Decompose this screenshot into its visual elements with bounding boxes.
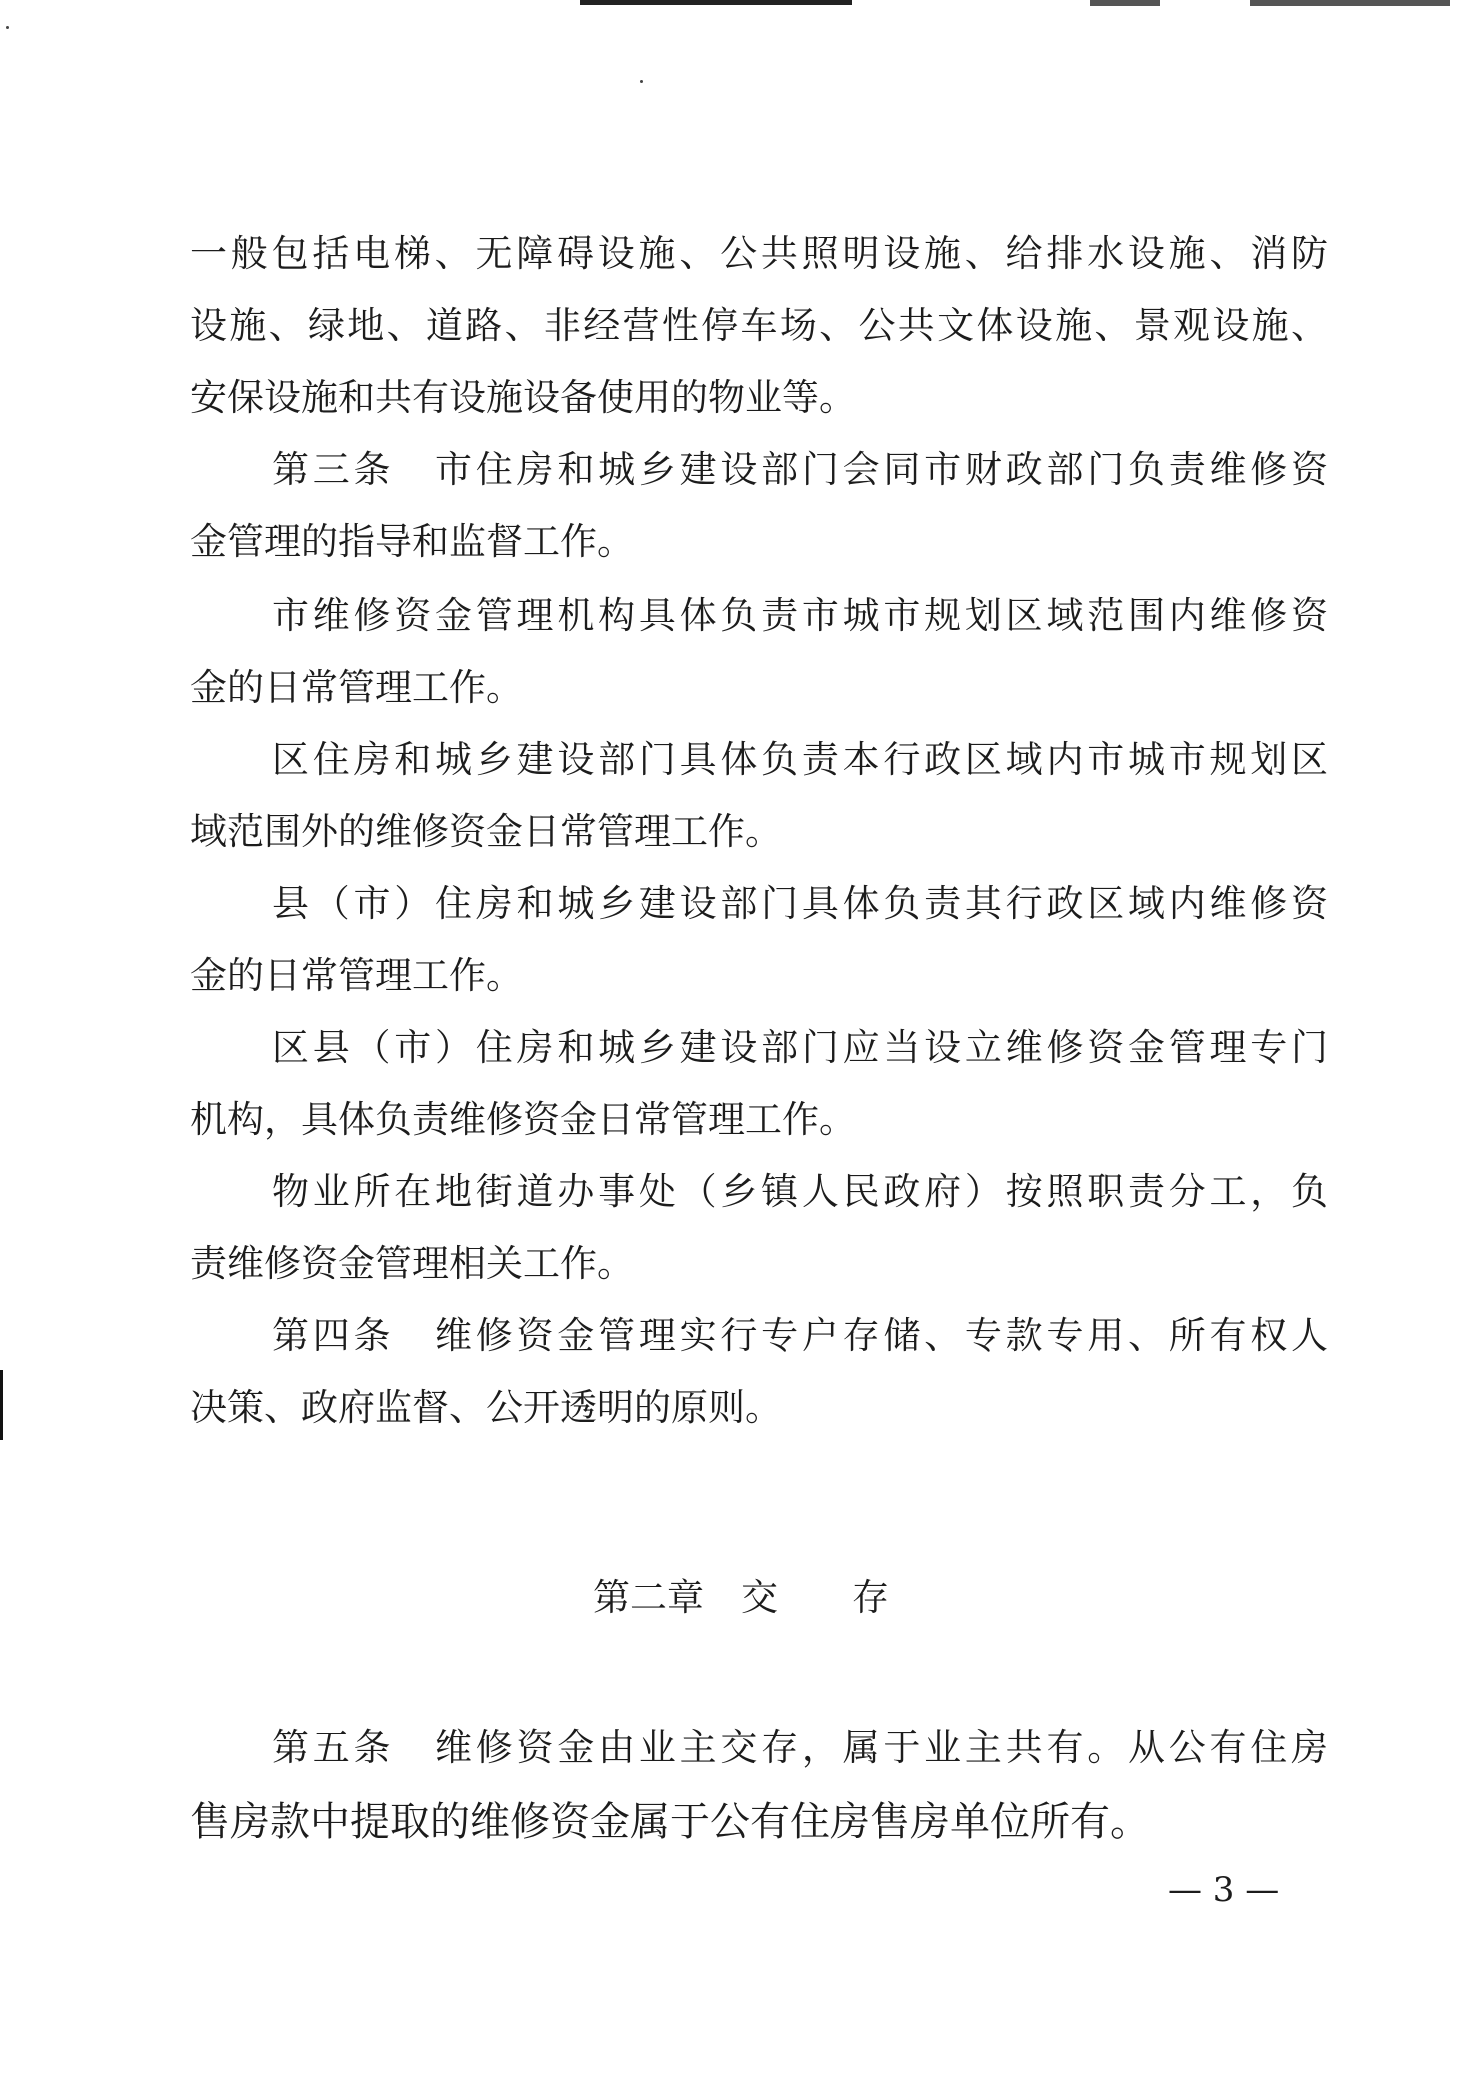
text-line: 决策、政府监督、公开透明的原则。: [190, 1386, 782, 1429]
text-line: 物业所在地街道办事处（乡镇人民政府）按照职责分工，负: [272, 1170, 1328, 1213]
text-line: 域范围外的维修资金日常管理工作。: [190, 810, 782, 853]
text-line: 区县（市）住房和城乡建设部门应当设立维修资金管理专门: [272, 1026, 1328, 1069]
scan-top-mark: [1250, 0, 1450, 6]
text-line: 一般包括电梯、无障碍设施、公共照明设施、给排水设施、消防: [190, 232, 1328, 275]
text-line: 市维修资金管理机构具体负责市城市规划区域范围内维修资: [272, 594, 1328, 637]
scan-top-mark: [1090, 0, 1160, 6]
article-3-line-1: 第三条 市住房和城乡建设部门会同市财政部门负责维修资: [272, 448, 1328, 491]
page-number: — 3 —: [1168, 1870, 1280, 1910]
text-line: 安保设施和共有设施设备使用的物业等。: [190, 376, 856, 419]
text-line: 县（市）住房和城乡建设部门具体负责其行政区域内维修资: [272, 882, 1328, 925]
text-line: 区住房和城乡建设部门具体负责本行政区域内市城市规划区: [272, 738, 1328, 781]
text-line: 责维修资金管理相关工作。: [190, 1242, 634, 1285]
text-line: 金的日常管理工作。: [190, 954, 523, 997]
scan-dot: [640, 80, 643, 83]
text-line: 设施、绿地、道路、非经营性停车场、公共文体设施、景观设施、: [190, 304, 1328, 347]
article-4-line-1: 第四条 维修资金管理实行专户存储、专款专用、所有权人: [272, 1314, 1328, 1357]
scan-top-rule: [580, 0, 852, 5]
chapter-heading: 第二章 交 存: [593, 1576, 889, 1619]
text-line: 机构，具体负责维修资金日常管理工作。: [190, 1098, 856, 1141]
article-5-line-2: 售房款中提取的维修资金属于公有住房售房单位所有。: [190, 1799, 1150, 1845]
text-line: 金管理的指导和监督工作。: [190, 520, 634, 563]
article-5-line-1: 第五条 维修资金由业主交存，属于业主共有。从公有住房: [272, 1726, 1328, 1769]
text-line: 金的日常管理工作。: [190, 666, 523, 709]
scan-dot: [6, 26, 9, 29]
scan-edge-mark: [0, 1370, 3, 1440]
